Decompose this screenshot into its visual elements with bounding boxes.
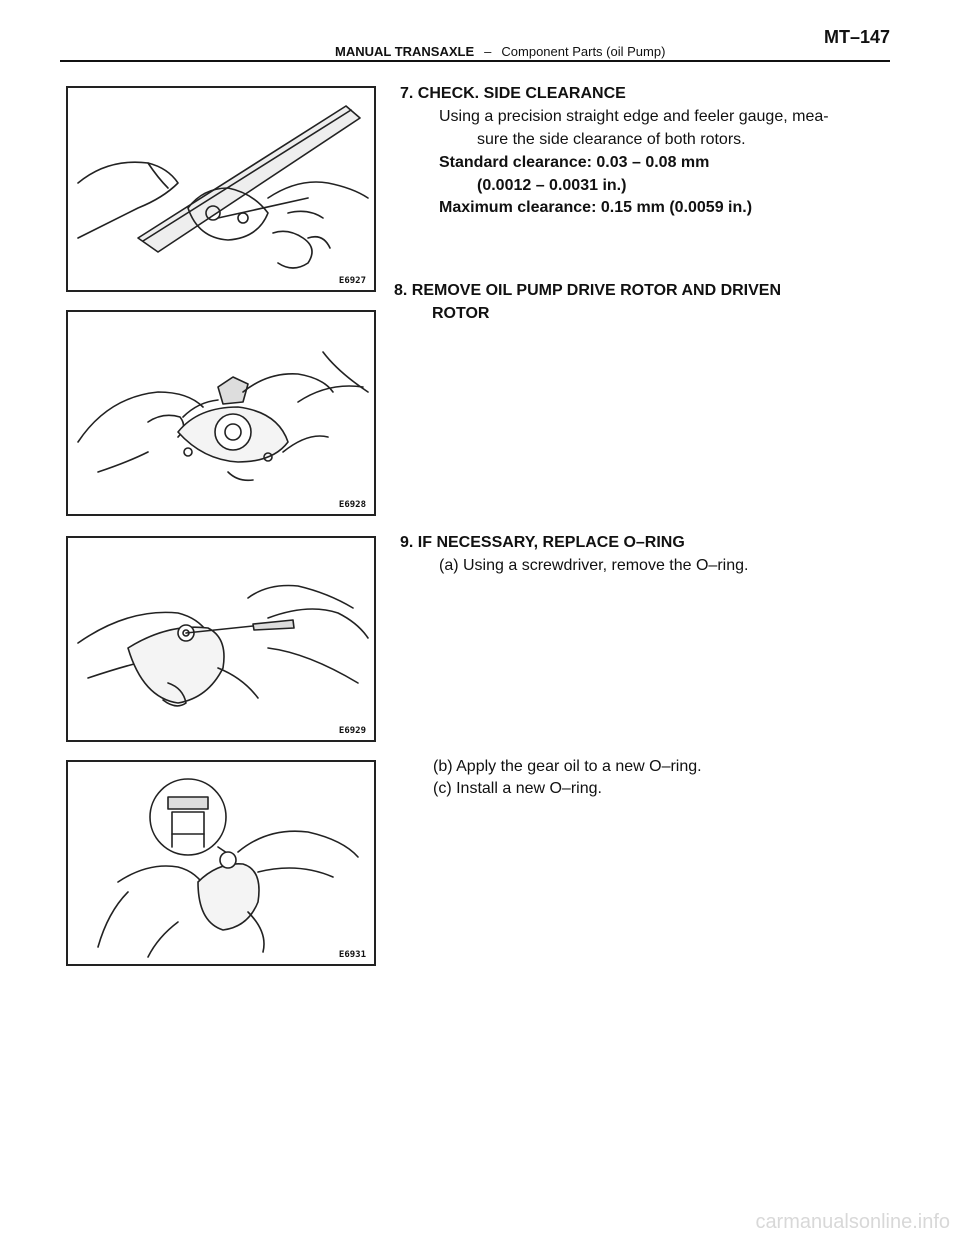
step-7-line2: sure the side clearance of both rotors. xyxy=(477,131,746,148)
watermark: carmanualsonline.info xyxy=(755,1211,950,1233)
figure-code: E6931 xyxy=(338,950,366,960)
figure-install-o-ring xyxy=(66,760,376,966)
step-7-standard-inch: (0.0012 – 0.0031 in.) xyxy=(477,177,627,194)
figure-screwdriver-illustration xyxy=(68,538,374,740)
step-7-title: 7. CHECK. SIDE CLEARANCE xyxy=(400,85,626,102)
header-rule xyxy=(60,60,890,62)
figure-code: E6927 xyxy=(338,276,366,286)
page-number: MT–147 xyxy=(823,27,890,47)
step-9-title: 9. IF NECESSARY, REPLACE O–RING xyxy=(400,534,685,551)
figure-install-o-ring-illustration xyxy=(68,762,374,964)
figure-straight-edge xyxy=(66,86,376,292)
step-7-maximum-clearance: Maximum clearance: 0.15 mm (0.0059 in.) xyxy=(439,199,753,216)
figure-code: E6929 xyxy=(338,726,366,736)
step-8-title-line1: 8. REMOVE OIL PUMP DRIVE ROTOR AND DRIVEN xyxy=(394,282,782,299)
header-subsection: Component Parts (oil Pump) xyxy=(501,44,666,59)
step-9-sub-a: (a) Using a screwdriver, remove the O–ring. xyxy=(439,557,749,574)
figure-remove-rotors-illustration xyxy=(68,312,374,514)
figure-remove-rotors xyxy=(66,310,376,516)
header-separator: – xyxy=(484,44,492,59)
header-section-title xyxy=(335,44,665,59)
step-7-standard-clearance: Standard clearance: 0.03 – 0.08 mm xyxy=(439,154,710,171)
step-7-line1: Using a precision straight edge and feeler gauge, mea- xyxy=(439,108,829,125)
step-9-sub-c: (c) Install a new O–ring. xyxy=(433,780,602,797)
step-9-sub-b: (b) Apply the gear oil to a new O–ring. xyxy=(433,758,702,775)
figure-screwdriver-o-ring xyxy=(66,536,376,742)
figure-code: E6928 xyxy=(338,500,366,510)
header-section: MANUAL TRANSAXLE xyxy=(335,44,475,59)
figure-straight-edge-illustration xyxy=(68,88,374,290)
step-8-title-line2: ROTOR xyxy=(432,305,490,322)
page-header xyxy=(0,0,960,70)
